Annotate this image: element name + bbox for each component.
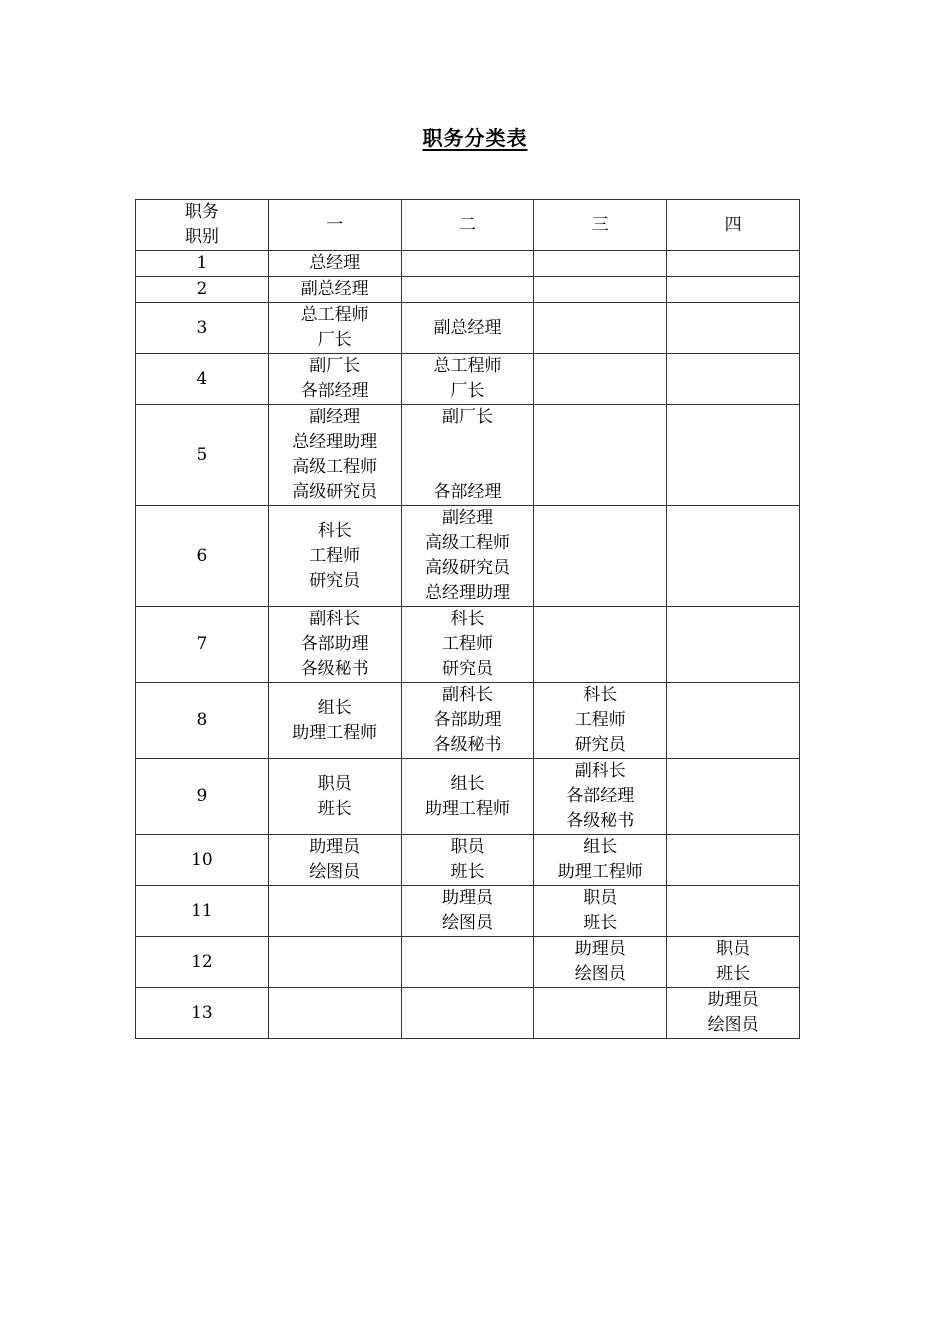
position-title: 科长 bbox=[450, 609, 485, 629]
position-cell bbox=[268, 303, 401, 354]
position-cell bbox=[401, 506, 534, 607]
position-cell bbox=[401, 277, 534, 303]
position-title: 高级研究员 bbox=[292, 482, 378, 502]
position-title: 职员 bbox=[317, 773, 352, 794]
position-cell bbox=[667, 683, 800, 759]
position-title: 组长 bbox=[450, 773, 485, 794]
position-cell bbox=[534, 759, 667, 835]
position-cell bbox=[268, 354, 401, 405]
position-title: 班长 bbox=[716, 964, 751, 984]
table-row bbox=[136, 835, 800, 886]
position-cell bbox=[667, 886, 800, 937]
column-header-1: 一 bbox=[268, 200, 401, 251]
position-title: 高级研究员 bbox=[424, 558, 510, 578]
position-title: 厂长 bbox=[450, 381, 485, 401]
position-cell bbox=[534, 988, 667, 1039]
level-cell: 1 bbox=[136, 251, 269, 277]
position-title: 副经理 bbox=[309, 407, 361, 427]
position-title: 副科长 bbox=[574, 761, 626, 781]
position-cell bbox=[401, 354, 534, 405]
table-row bbox=[136, 251, 800, 277]
position-cell bbox=[268, 405, 401, 506]
table-row bbox=[136, 405, 800, 506]
position-cell bbox=[401, 835, 534, 886]
position-title: 各部经理 bbox=[566, 786, 635, 806]
position-title: 总工程师 bbox=[300, 305, 369, 325]
position-title: 厂长 bbox=[317, 330, 352, 350]
position-cell bbox=[268, 683, 401, 759]
position-title: 研究员 bbox=[574, 735, 626, 755]
position-title: 副总经理 bbox=[300, 279, 369, 299]
position-cell bbox=[534, 607, 667, 683]
position-title: 总经理助理 bbox=[424, 583, 510, 603]
position-cell bbox=[534, 937, 667, 988]
position-cell bbox=[534, 835, 667, 886]
position-cell bbox=[667, 277, 800, 303]
position-cell bbox=[667, 354, 800, 405]
position-cell bbox=[667, 506, 800, 607]
table-row bbox=[136, 277, 800, 303]
position-cell bbox=[268, 607, 401, 683]
position-title: 班长 bbox=[450, 862, 485, 882]
position-cell bbox=[667, 251, 800, 277]
position-title: 工程师 bbox=[574, 710, 626, 730]
position-cell bbox=[401, 303, 534, 354]
position-title: 科长 bbox=[317, 520, 352, 541]
level-cell: 4 bbox=[136, 354, 269, 405]
corner-header-cell bbox=[136, 200, 269, 251]
position-cell bbox=[268, 937, 401, 988]
level-cell: 7 bbox=[136, 607, 269, 683]
position-cell bbox=[534, 405, 667, 506]
position-cell bbox=[534, 303, 667, 354]
position-title: 副厂长 bbox=[441, 407, 493, 427]
position-cell bbox=[401, 988, 534, 1039]
position-title: 助理工程师 bbox=[292, 722, 378, 743]
page-title: 职务分类表 bbox=[422, 126, 528, 150]
position-cell bbox=[534, 354, 667, 405]
position-title: 各部经理 bbox=[300, 381, 369, 401]
table-row bbox=[136, 937, 800, 988]
position-title: 组长 bbox=[583, 837, 618, 857]
position-title: 助理工程师 bbox=[424, 798, 510, 819]
level-cell: 6 bbox=[136, 506, 269, 607]
column-header-2: 二 bbox=[401, 200, 534, 251]
table-row bbox=[136, 607, 800, 683]
position-title: 研究员 bbox=[309, 570, 361, 591]
position-title: 副经理 bbox=[441, 508, 493, 528]
position-title: 工程师 bbox=[309, 545, 361, 566]
position-title: 助理员 bbox=[441, 888, 493, 908]
table-row bbox=[136, 506, 800, 607]
position-cell bbox=[401, 886, 534, 937]
position-cell bbox=[534, 886, 667, 937]
position-cell bbox=[268, 988, 401, 1039]
position-cell bbox=[667, 835, 800, 886]
position-title: 高级工程师 bbox=[424, 533, 510, 553]
corner-header-line2: 职别 bbox=[184, 227, 219, 247]
level-cell: 8 bbox=[136, 683, 269, 759]
position-cell bbox=[401, 607, 534, 683]
position-cell bbox=[534, 277, 667, 303]
position-cell bbox=[268, 277, 401, 303]
position-cell bbox=[534, 506, 667, 607]
position-title: 组长 bbox=[317, 697, 352, 718]
position-title: 绘图员 bbox=[574, 964, 626, 984]
position-title: 各级秘书 bbox=[300, 659, 369, 679]
position-title: 助理员 bbox=[574, 939, 626, 959]
position-title: 班长 bbox=[583, 913, 618, 933]
position-title: 绘图员 bbox=[309, 862, 361, 882]
position-title: 科长 bbox=[583, 685, 618, 705]
table-row bbox=[136, 759, 800, 835]
level-cell: 2 bbox=[136, 277, 269, 303]
position-title: 研究员 bbox=[441, 659, 493, 679]
position-title: 高级工程师 bbox=[292, 457, 378, 477]
table-row bbox=[136, 683, 800, 759]
position-cell bbox=[268, 886, 401, 937]
position-cell bbox=[268, 506, 401, 607]
column-header-3: 三 bbox=[534, 200, 667, 251]
position-cell bbox=[667, 303, 800, 354]
position-title: 各级秘书 bbox=[566, 811, 635, 831]
position-title: 副科长 bbox=[309, 609, 361, 629]
position-cell bbox=[401, 251, 534, 277]
level-cell: 5 bbox=[136, 405, 269, 506]
position-title: 班长 bbox=[317, 798, 352, 819]
table-body bbox=[136, 251, 800, 1039]
position-cell bbox=[667, 607, 800, 683]
level-cell: 12 bbox=[136, 937, 269, 988]
position-cell bbox=[534, 251, 667, 277]
column-header-4: 四 bbox=[667, 200, 800, 251]
position-title: 各部经理 bbox=[433, 482, 502, 502]
position-title: 各级秘书 bbox=[433, 735, 502, 755]
position-title: 绘图员 bbox=[707, 1015, 759, 1035]
position-cell bbox=[401, 683, 534, 759]
job-classification-table bbox=[135, 199, 800, 1039]
position-title: 职员 bbox=[583, 888, 618, 908]
position-title: 助理员 bbox=[707, 990, 759, 1010]
level-cell: 9 bbox=[136, 759, 269, 835]
position-cell bbox=[667, 937, 800, 988]
position-title: 助理员 bbox=[309, 837, 361, 857]
position-cell bbox=[268, 759, 401, 835]
position-cell bbox=[401, 937, 534, 988]
table-row bbox=[136, 354, 800, 405]
level-cell: 11 bbox=[136, 886, 269, 937]
position-cell bbox=[268, 835, 401, 886]
position-cell bbox=[268, 251, 401, 277]
position-title: 总工程师 bbox=[433, 356, 502, 376]
position-title: 职员 bbox=[716, 939, 751, 959]
position-cell bbox=[667, 759, 800, 835]
position-title: 副总经理 bbox=[433, 317, 502, 338]
table-header-row bbox=[136, 200, 800, 251]
position-title: 职员 bbox=[450, 837, 485, 857]
position-cell bbox=[667, 405, 800, 506]
table-row bbox=[136, 886, 800, 937]
table-row bbox=[136, 988, 800, 1039]
level-cell: 3 bbox=[136, 303, 269, 354]
corner-header-line1: 职务 bbox=[184, 202, 219, 222]
position-title: 各部助理 bbox=[300, 634, 369, 654]
position-cell bbox=[401, 405, 534, 506]
position-title: 总经理助理 bbox=[292, 432, 378, 452]
position-title: 总经理 bbox=[309, 253, 361, 273]
position-title: 工程师 bbox=[441, 634, 493, 654]
position-cell bbox=[667, 988, 800, 1039]
position-cell bbox=[534, 683, 667, 759]
position-title: 助理工程师 bbox=[557, 862, 643, 882]
position-title: 绘图员 bbox=[441, 913, 493, 933]
level-cell: 10 bbox=[136, 835, 269, 886]
position-title: 副厂长 bbox=[309, 356, 361, 376]
level-cell: 13 bbox=[136, 988, 269, 1039]
position-title: 各部助理 bbox=[433, 710, 502, 730]
position-title: 副科长 bbox=[441, 685, 493, 705]
position-cell bbox=[401, 759, 534, 835]
table-row bbox=[136, 303, 800, 354]
